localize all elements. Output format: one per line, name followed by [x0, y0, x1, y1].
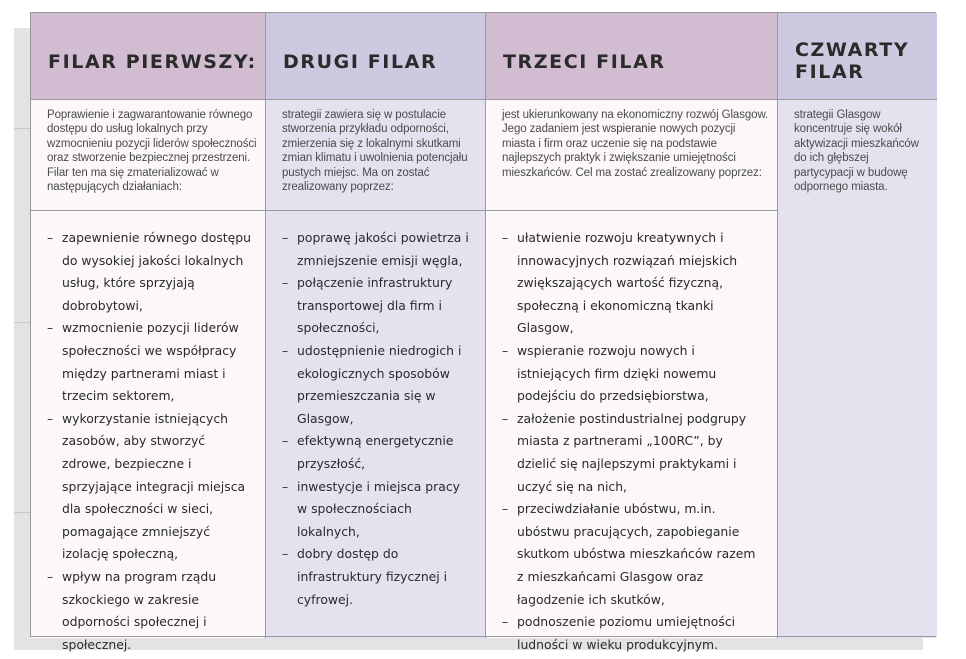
list-item: – dobry dostęp do infrastruktury fizycznej i cyfrowej.	[282, 543, 473, 611]
column-intro: strategii Glasgow koncentruje się wokół aktywizacji mieszkańców do ich głębszej partycypacji w budowę odpornego miasta.	[794, 109, 919, 194]
column-header	[778, 13, 937, 100]
column-title: DRUGI FILAR	[283, 51, 438, 73]
list-item: – wykorzystanie istniejących zasobów, aby stworzyć zdrowe, bezpieczne i sprzyjające integracji miejsca dla społeczności w sieci, pomagające zmniejszyć izolację społeczną,	[47, 408, 253, 566]
list-item: – podnoszenie poziomu umiejętności ludności w wieku produkcyjnym.	[502, 611, 765, 656]
action-list	[266, 227, 485, 611]
column-title: FILAR PIERWSZY:	[48, 51, 257, 73]
column-pillar-1	[31, 13, 265, 652]
column-header	[486, 13, 777, 100]
column-title: TRZECI FILAR	[503, 51, 666, 73]
list-item: – zapewnienie równego dostępu do wysokiej jakości lokalnych usług, które sprzyjają dobrobytowi,	[47, 227, 253, 317]
action-list	[31, 227, 265, 656]
list-item: – inwestycje i miejsca pracy w społecznościach lokalnych,	[282, 476, 473, 544]
list-item: – wspieranie rozwoju nowych i istniejących firm dzięki nowemu podejściu do przedsiębiorstwa,	[502, 340, 765, 408]
list-item: – wzmocnienie pozycji liderów społeczności we współpracy między partnerami miast i trzecim sektorem,	[47, 317, 253, 407]
column-intro: jest ukierunkowany na ekonomiczny rozwój Glasgow. Jego zadaniem jest wspieranie nowych pozycji miasta i firm oraz uczenie się na podstawie najlepszych praktyk i zwiększanie umiejętności mieszkańców. Cel ma zostać zrealizowany poprzez:	[486, 100, 777, 211]
table-bottom-rule	[30, 636, 936, 637]
column-header	[266, 13, 485, 100]
pillars-table	[30, 12, 936, 652]
list-item: – udostępnienie niedrogich i ekologicznych sposobów przemieszczania się w Glasgow,	[282, 340, 473, 430]
column-header	[31, 13, 265, 100]
list-item: – przeciwdziałanie ubóstwu, m.in. ubóstwu pracujących, zapobieganie skutkom ubóstwa mieszkańców razem z mieszkańcami Glasgow oraz łagodzenie ich skutków,	[502, 498, 765, 611]
column-pillar-2	[265, 13, 485, 638]
column-intro: strategii zawiera się w postulacie stworzenia przykładu odporności, zmierzenia się z lokalnymi skutkami zmian klimatu i uwolnienia potencjału pustych miejsc. Ma on zostać zrealizowany poprzez:	[266, 100, 485, 211]
list-item: – poprawę jakości powietrza i zmniejszenie emisji węgla,	[282, 227, 473, 272]
column-intro: Poprawienie i zagwarantowanie równego dostępu do usług lokalnych przy wzmocnieniu pozycji liderów społeczności oraz stworzenie bezpiecznej przestrzeni. Filar ten ma się zmaterializować w następujących działaniach:	[31, 100, 265, 211]
list-item: – efektywną energetycznie przyszłość,	[282, 430, 473, 475]
list-item: – wpływ na program rządu szkockiego w zakresie odporności społecznej i społecznej.	[47, 566, 253, 656]
list-item: – ułatwienie rozwoju kreatywnych i innowacyjnych rozwiązań miejskich zwiększających wartość fizyczną, społeczną i ekonomiczną tkanki Glasgow,	[502, 227, 765, 340]
column-pillar-4	[777, 13, 937, 638]
action-list	[486, 227, 777, 656]
column-pillar-3	[485, 13, 777, 652]
list-item: – założenie postindustrialnej podgrupy miasta z partnerami „100RC”, by dzielić się najlepszymi praktykami i uczyć się na nich,	[502, 408, 765, 498]
column-title: CZWARTY FILAR	[795, 39, 910, 83]
list-item: – połączenie infrastruktury transportowej dla firm i społeczności,	[282, 272, 473, 340]
